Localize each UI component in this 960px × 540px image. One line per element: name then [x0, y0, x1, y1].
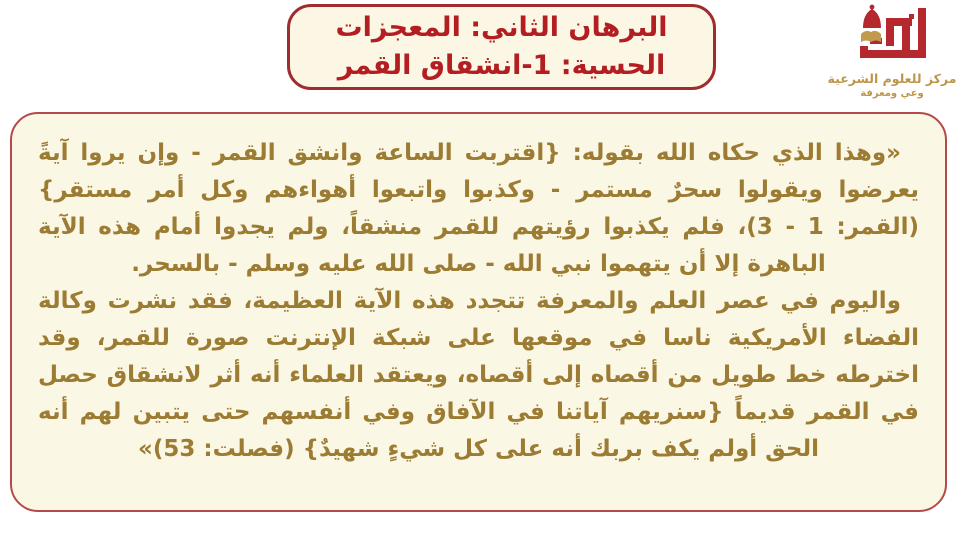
slide-title-line2: الحسية: 1-انشقاق القمر — [337, 50, 666, 81]
logo-tagline: وعي ومعرفة — [860, 88, 924, 99]
logo-subtitle: مركز للعلوم الشرعية — [827, 71, 957, 86]
paragraph-nasa-science: واليوم في عصر العلم والمعرفة تتجدد هذه الآية العظيمة، فقد نشرت وكالة الفضاء الأمريكية ناسا في موقعها على شبكة الإنترنت صورة للقمر، وقد اخترطه خط طويل من أقصاه إلى أقصاه، ويعتقد العلماء أنه أثر لانشقاق حصل في القمر قديماً {سنريهم آياتنا في الآفاق وفي أنفسهم حتى يتبين لهم أنه الحق أولم يكف بربك أنه على كل شيءٍ شهيدٌ} (فصلت: 53)» — [38, 288, 919, 462]
slide-title-line1: البرهان الثاني: المعجزات — [335, 12, 668, 43]
slide-title-box — [287, 4, 716, 90]
mosque-calligraphy-emblem-icon — [856, 4, 928, 68]
org-logo — [827, 4, 957, 99]
paragraph-moon-splitting-quote: «وهذا الذي حكاه الله بقوله: {اقتربت الساعة وانشق القمر - وإن يروا آيةً يعرضوا ويقولوا سحرٌ مستمر - وكذبوا واتبعوا أهواءهم وكل أمر مستقر} (القمر: 1 - 3)، فلم يكذبوا رؤيتهم للقمر منشقاً، ولم يجدوا أمام هذه الآية الباهرة إلا أن يتهموا نبي الله - صلى الله عليه وسلم - بالسحر. — [38, 140, 919, 277]
content-box — [10, 112, 947, 512]
